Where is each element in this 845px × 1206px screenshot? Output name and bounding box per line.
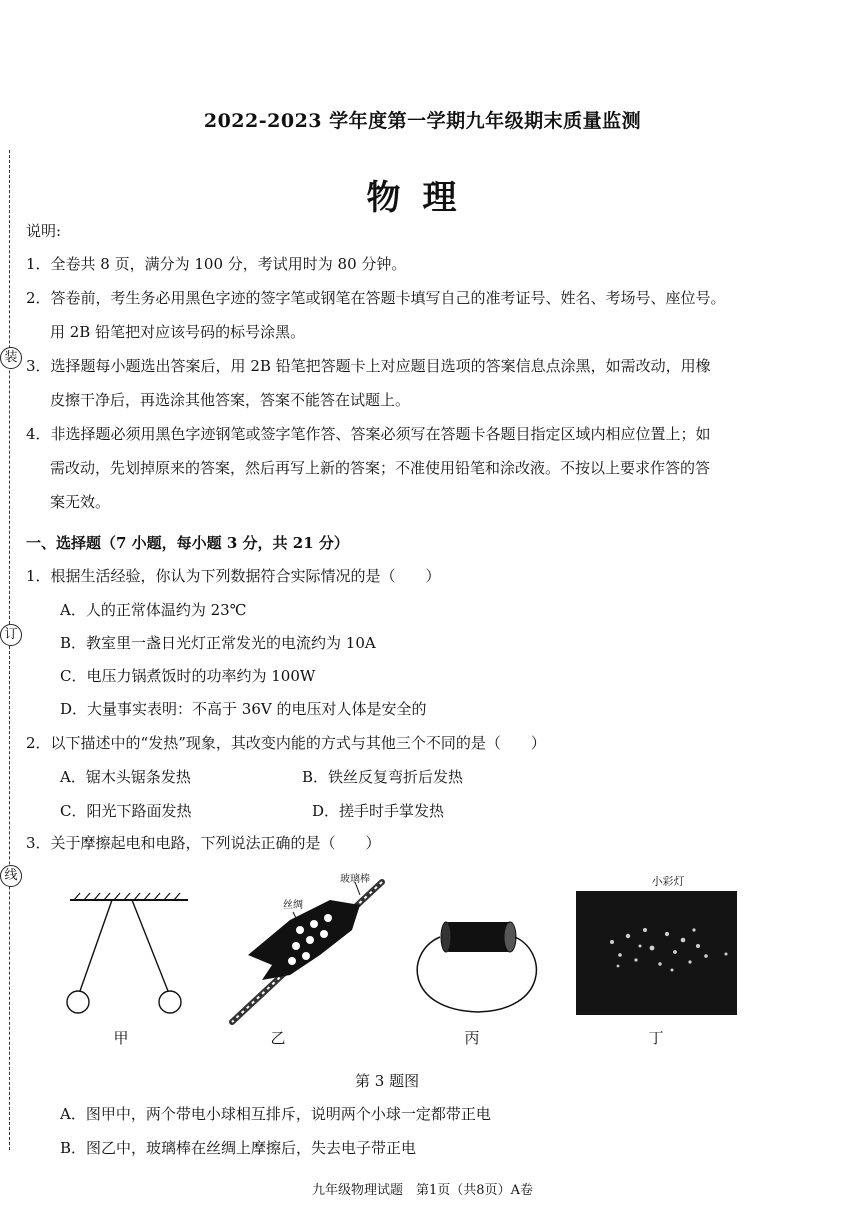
exam-title: 2022-2023 学年度第一学期九年级期末质量监测 xyxy=(203,110,642,132)
silk-annotation: 丝绸 xyxy=(283,900,303,911)
figure-drawing xyxy=(0,860,845,1030)
figure-label-yi: 乙 xyxy=(270,1029,286,1047)
instruction-line: 案无效。 xyxy=(50,493,111,511)
question-3-option-b: B．图乙中，玻璃棒在丝绸上摩擦后，失去电子带正电 xyxy=(60,1139,417,1157)
instruction-line: 2．答卷前，考生务必用黑色字迹的签字笔或钢笔在答题卡填写自己的准考证号、姓名、考场号、座位号。 xyxy=(26,289,726,307)
charged-ball-left xyxy=(67,991,89,1013)
subject-title: 物理 xyxy=(366,178,479,218)
small-lights-photo xyxy=(576,891,737,1015)
margin-mark-zhuang: 装 xyxy=(0,347,22,369)
question-3-figure xyxy=(0,860,845,1030)
page-footer: 九年级物理试题 第1页（共8页）A卷 xyxy=(312,1183,533,1198)
charged-ball-right xyxy=(159,991,181,1013)
question-1-option-b: B．教室里一盏日光灯正常发光的电流约为 10A xyxy=(60,634,376,652)
instruction-line: 用 2B 铅笔把对应该号码的标号涂黑。 xyxy=(50,323,306,341)
small-lights-annotation: 小彩灯 xyxy=(651,875,685,888)
question-1-stem: 1．根据生活经验，你认为下列数据符合实际情况的是（ ） xyxy=(26,567,441,585)
instruction-line: 需改动，先划掉原来的答案，然后再写上新的答案；不准使用铅笔和涂改液。不按以上要求作答的答 xyxy=(50,459,711,477)
question-1-option-a: A．人的正常体温约为 23℃ xyxy=(60,601,247,619)
question-2-stem: 2．以下描述中的“发热”现象，其改变内能的方式与其他三个不同的是（ ） xyxy=(26,734,546,752)
question-1-option-d: D．大量事实表明：不高于 36V 的电压对人体是安全的 xyxy=(60,700,427,718)
instruction-line: 皮擦干净后，再选涂其他答案，答案不能答在试题上。 xyxy=(50,391,411,409)
question-2-option-a: A．锯木头锯条发热 xyxy=(60,768,191,786)
instructions-heading: 说明: xyxy=(26,222,62,240)
glass-rod-silk-diagram xyxy=(232,882,382,1022)
question-2-option-b: B．铁丝反复弯折后发热 xyxy=(302,768,464,786)
question-3-stem: 3．关于摩擦起电和电路，下列说法正确的是（ ） xyxy=(26,834,381,852)
question-1-option-c: C．电压力锅煮饭时的功率约为 100W xyxy=(60,667,316,685)
section-heading: 一、选择题（7 小题，每小题 3 分，共 21 分） xyxy=(26,534,349,552)
question-2-option-d: D．搓手时手掌发热 xyxy=(312,802,445,820)
glass-rod-annotation: 玻璃棒 xyxy=(340,874,370,885)
figure-caption: 第 3 题图 xyxy=(355,1072,420,1090)
instruction-line: 1．全卷共 8 页，满分为 100 分，考试用时为 80 分钟。 xyxy=(26,255,407,273)
instruction-line: 3．选择题每小题选出答案后，用 2B 铅笔把答题卡上对应题目选项的答案信息点涂黑，如需改动，用橡 xyxy=(26,357,711,375)
margin-mark-xian: 线 xyxy=(0,865,22,887)
figure-label-ding: 丁 xyxy=(648,1029,664,1047)
figure-label-jia: 甲 xyxy=(113,1029,129,1047)
instruction-line: 4．非选择题必须用黑色字迹钢笔或签字笔作答、答案必须写在答题卡各题目指定区域内相应位置上；如 xyxy=(26,425,711,443)
question-2-option-c: C．阳光下路面发热 xyxy=(60,802,192,820)
hanging-balls-diagram xyxy=(67,893,188,1013)
figure-label-bing: 丙 xyxy=(464,1029,480,1047)
question-3-option-a: A．图甲中，两个带电小球相互排斥，说明两个小球一定都带正电 xyxy=(60,1105,491,1123)
margin-mark-ding: 订 xyxy=(0,624,22,646)
battery-circuit-diagram xyxy=(417,922,536,1012)
